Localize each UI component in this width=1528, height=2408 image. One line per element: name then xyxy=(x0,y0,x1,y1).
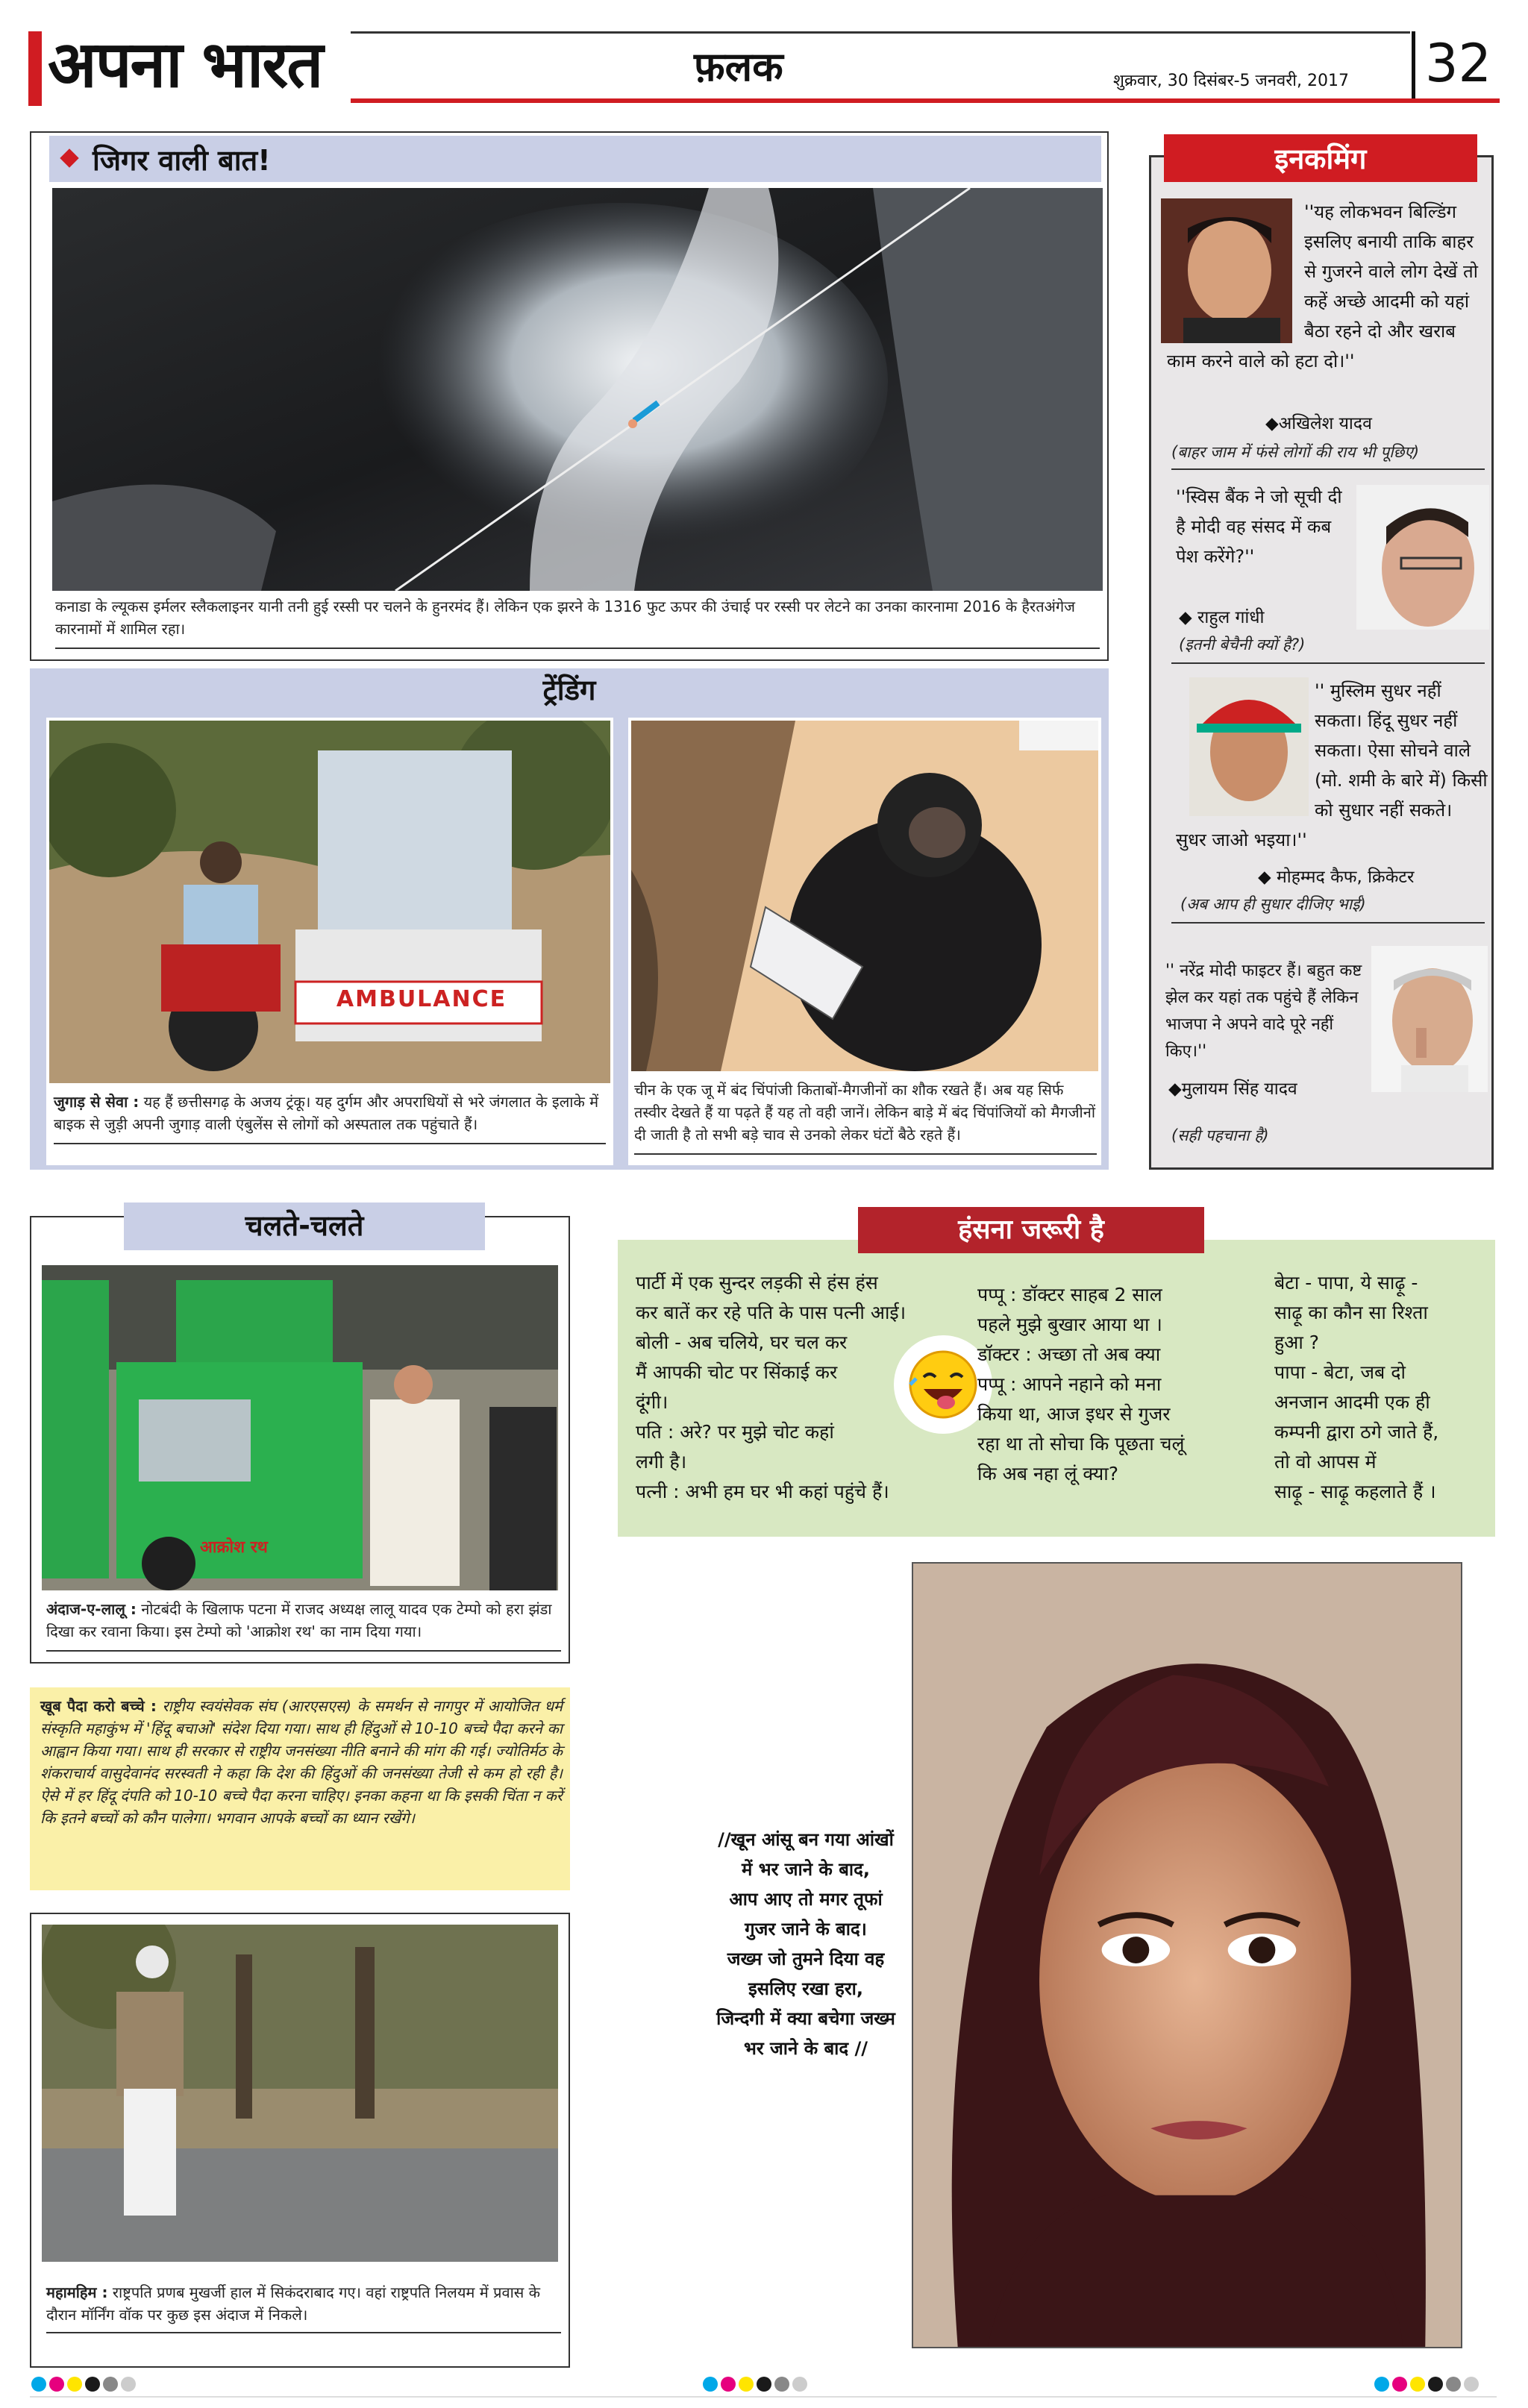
rahul-gandhi-photo xyxy=(1356,485,1489,630)
jigar-caption-rule xyxy=(55,648,1100,649)
registration-dot xyxy=(739,2377,754,2392)
chalte-caption-label: अंदाज-ए-लालू : xyxy=(46,1600,137,1618)
registration-dot xyxy=(1410,2377,1425,2392)
joke-2-line: डॉक्टर : अच्छा तो अब क्या xyxy=(977,1343,1161,1365)
chalte-caption-text: नोटबंदी के खिलाफ पटना में राजद अध्यक्ष लालू यादव एक टेम्पो को हरा झंडा दिखा कर रवाना किया। इस टेम्पो को 'आक्रोश रथ' का नाम दिया गया। xyxy=(46,1600,552,1640)
trending-left-caption xyxy=(54,1091,606,1135)
joke-1-line: पत्नी : अभी हम घर भी कहां पहुंचे हैं। xyxy=(636,1481,889,1502)
hansna-heading: हंसना जरूरी है xyxy=(958,1214,1104,1245)
poem-line: में भर जाने के बाद, xyxy=(741,1859,871,1880)
registration-dot xyxy=(1464,2377,1479,2392)
quote-3-author: ◆ मोहम्मद कैफ, क्रिकेटर xyxy=(1258,868,1415,887)
registration-dot xyxy=(1392,2377,1407,2392)
registration-dot xyxy=(31,2377,46,2392)
incoming-quote-1 xyxy=(1167,197,1480,376)
logo-text: अपना भारत xyxy=(48,28,322,102)
khoob-label: खूब पैदा करो बच्चे : xyxy=(40,1697,157,1715)
joke-1-line: कर बातें कर रहे पति के पास पत्नी आई। xyxy=(636,1302,907,1323)
registration-marks-left xyxy=(31,2377,139,2395)
quote-3-note: (अब आप ही सुधार दीजिए भाई) xyxy=(1180,895,1366,913)
poem-line: जख्म जो तुमने दिया वह xyxy=(727,1948,885,1969)
khoob-body: राष्ट्रीय स्वयंसेवक संघ (आरएसएस) के समर्थन से नागपुर में आयोजित धर्म संस्कृति महाकुंभ में 'हिंदू बचाओ' संदेश दिया गया। साथ ही हिंदुओं से 10-10 बच्चे पैदा करने का आह्वान किया गया। साथ ही सरकार से राष्ट्रीय जनसंख्या नीति बनाने की मांग की गई। ज्योतिर्मठ के शंकराचार्य वासुदेवानंद सरस्वती ने कहा कि देश की हिंदुओं की जनसंख्या तेजी से कम हो रही है। ऐसे में हर हिंदू दंपति को 10-10 बच्चे पैदा करना चाहिए। इनका कहना था कि इसकी चिंता न करें कि इतने बच्चों को कौन पालेगा। भगवान आपके बच्चों का ध्यान रखेंगे। xyxy=(40,1697,563,1827)
mahamahim-caption-label: महामहिम : xyxy=(46,2283,108,2301)
registration-dot xyxy=(757,2377,771,2392)
logo-red-block xyxy=(28,31,42,106)
registration-dot xyxy=(85,2377,100,2392)
section-title: फ़लक xyxy=(694,43,783,90)
masthead-rule-top xyxy=(351,31,1410,34)
joke-3-line: बेटा - पापा, ये साढ़ू - xyxy=(1274,1272,1418,1294)
registration-dot xyxy=(721,2377,736,2392)
mahamahim-caption-text: राष्ट्रपति प्रणब मुखर्जी हाल में सिकंदराबाद गए। वहां राष्ट्रपति निलयम में प्रवास के दौरान मॉर्निंग वॉक पर कुछ इस अंदाज में निकले। xyxy=(46,2283,540,2324)
quote-3-float xyxy=(1176,676,1315,821)
joke-1-line: पार्टी में एक सुन्दर लड़की से हंस हंस xyxy=(636,1272,878,1294)
joke-1-line: मैं आपकी चोट पर सिंकाई कर xyxy=(636,1361,838,1383)
chimpanzee-reading-photo xyxy=(631,721,1098,1071)
khoob-text xyxy=(40,1695,563,1829)
registration-marks-center xyxy=(703,2377,810,2395)
trending-right-caption: चीन के एक जू में बंद चिंपांजी किताबों-मैगजीनों का शौक रखते हैं। अब यह सिर्फ तस्वीर देखते हैं या पढ़ते हैं यह तो वही जानें। लेकिन बाड़े में बंद चिंपांजियों को मैगजीनों दी जाती है तो सभी बड़े चाव से उनको लेकर घंटों बैठे रहते हैं। xyxy=(634,1081,1095,1144)
joke-2-line: किया था, आज इधर से गुजर xyxy=(977,1403,1171,1425)
chalte-caption-rule xyxy=(46,1650,561,1652)
joke-3-line: साढ़ू - साढ़ू कहलाते हैं । xyxy=(1274,1481,1436,1502)
registration-dot xyxy=(103,2377,118,2392)
trending-left-caption-label: जुगाड़ से सेवा : xyxy=(54,1093,140,1111)
quote-2-note: (इतनी बेचैनी क्यों है?) xyxy=(1179,636,1306,653)
registration-dot xyxy=(1374,2377,1389,2392)
joke-3-line: कम्पनी द्वारा ठगे जाते हैं, xyxy=(1274,1421,1439,1443)
quote-1-author: ◆अखिलेश यादव xyxy=(1265,414,1372,433)
tempo-sign-text: आक्रोश रथ xyxy=(200,1538,268,1557)
incoming-heading: इनकमिंग xyxy=(1274,142,1367,175)
joke-3-line: अनजान आदमी एक ही xyxy=(1274,1391,1430,1413)
joke-2-line: पप्पू : आपने नहाने को मना xyxy=(977,1373,1162,1395)
joke-1-line: लगी है। xyxy=(636,1451,687,1473)
pranab-mukherjee-walk-photo xyxy=(42,1925,558,2262)
joke-3-line: साढ़ू का कौन सा रिश्ता xyxy=(1274,1302,1428,1323)
joke-1-line: पति : अरे? पर मुझे चोट कहां xyxy=(636,1421,834,1443)
trending-left-caption-text: यह हैं छत्तीसगढ़ के अजय ट्रंकू। यह दुर्गम और अपराधियों से भरे जंगलात के इलाके में बाइक से जुड़ी अपनी जुगाड़ वाली एंबुलेंस से लोगों को अस्पताल तक पहुंचाते हैं। xyxy=(54,1093,599,1133)
page-divider xyxy=(1412,31,1415,100)
mahamahim-caption xyxy=(46,2281,561,2326)
shayari-poem xyxy=(657,1825,955,2063)
joke-2-line: रहा था तो सोचा कि पूछता चलूं xyxy=(977,1433,1185,1455)
trending-left-rule xyxy=(54,1143,606,1144)
joke-1-line: बोली - अब चलिये, घर चल कर xyxy=(636,1332,848,1353)
joke-3 xyxy=(1274,1268,1491,1507)
quote-4-author: ◆मुलायम सिंह यादव xyxy=(1168,1079,1297,1099)
joke-3-line: तो वो आपस में xyxy=(1274,1451,1377,1473)
joke-2-line: पहले मुझे बुखार आया था । xyxy=(977,1314,1162,1335)
joke-3-line: पापा - बेटा, जब दो xyxy=(1274,1361,1406,1383)
registration-dot xyxy=(1446,2377,1461,2392)
quote-2-author: ◆ राहुल गांधी xyxy=(1179,608,1265,627)
quote-2-rule xyxy=(1171,662,1485,664)
quote-1-note: (बाहर जाम में फंसे लोगों की राय भी पूछिए) xyxy=(1171,443,1420,461)
registration-marks-right xyxy=(1374,2377,1482,2395)
quote-3-text: '' मुस्लिम सुधर नहीं सकता। हिंदू सुधर नहीं सकता। ऐसा सोचने वाले (मो. शमी के बारे में) किसी को सुधार नहीं सकते। सुधर जाओ भइया।'' xyxy=(1176,680,1488,850)
mulayam-singh-yadav-photo xyxy=(1371,946,1488,1092)
masthead xyxy=(0,0,1528,112)
registration-dot xyxy=(1428,2377,1443,2392)
trending-right-rule xyxy=(634,1153,1097,1155)
poem-line: जिन्दगी में क्या बचेगा जख्म xyxy=(716,2008,895,2029)
quote-3-rule xyxy=(1171,922,1485,924)
actress-portrait-photo xyxy=(912,1562,1462,2348)
poem-line: इसलिए रखा हरा, xyxy=(748,1978,864,1999)
joke-2-line: पप्पू : डॉक्टर साहब 2 साल xyxy=(977,1284,1162,1305)
joke-1-line: दूंगी। xyxy=(636,1391,668,1413)
registration-dot xyxy=(703,2377,718,2392)
trending-heading: ट्रेंडिंग xyxy=(542,674,596,706)
footer-rule xyxy=(30,2396,1497,2398)
masthead-red-rule xyxy=(351,98,1500,103)
jigar-caption: कनाडा के ल्यूकस इर्मलर स्लैकलाइनर यानी तनी हुई रस्सी पर चलने के हुनरमंद हैं। लेकिन एक झरने के 1316 फुट ऊपर की उंचाई पर रस्सी पर लेटने का उनका कारनामा 2016 के हैरतअंगेज कारनामों में शामिल रहा। xyxy=(55,598,1075,638)
chalte-heading: चलते-चलते xyxy=(245,1209,364,1242)
quote-4-note: (सही पहचाना है) xyxy=(1171,1126,1269,1144)
joke-2-line: कि अब नहा लूं क्या? xyxy=(977,1463,1119,1484)
quote-2-text: ''स्विस बैंक ने जो सूची दी है मोदी वह संसद में कब पेश करेंगे?'' xyxy=(1176,486,1342,567)
slackliner-waterfall-photo xyxy=(52,188,1103,591)
poem-line: //खून आंसू बन गया आंखों xyxy=(718,1829,894,1850)
quote-1-rule xyxy=(1171,468,1485,470)
quote-4-text: '' नरेंद्र मोदी फाइटर हैं। बहुत कष्ट झेल कर यहां तक पहुंचे हैं लेकिन भाजपा ने अपने वादे पूरे नहीं किए।'' xyxy=(1165,962,1362,1061)
lalu-tempo-photo xyxy=(42,1265,558,1590)
mahamahim-caption-rule xyxy=(46,2332,561,2333)
registration-dot xyxy=(49,2377,64,2392)
registration-dot xyxy=(121,2377,136,2392)
bike-ambulance-photo xyxy=(49,721,610,1083)
quote-1-text: ''यह लोकभवन बिल्डिंग इसलिए बनायी ताकि बाहर से गुजरने वाले लोग देखें तो कहें अच्छे आदमी को यहां बैठा रहने दो और खराब काम करने वाले को हटा दो।'' xyxy=(1167,201,1478,371)
poem-line: भर जाने के बाद // xyxy=(743,2038,868,2059)
jigar-heading: जिगर वाली बात! xyxy=(93,144,271,177)
joke-2 xyxy=(977,1280,1231,1489)
registration-dot xyxy=(67,2377,82,2392)
issue-date: शुक्रवार, 30 दिसंबर-5 जनवरी, 2017 xyxy=(1113,72,1349,90)
chalte-caption xyxy=(46,1598,561,1643)
registration-dot xyxy=(792,2377,807,2392)
joke-3-line: हुआ ? xyxy=(1274,1332,1320,1353)
poem-line: आप आए तो मगर तूफां xyxy=(729,1889,883,1910)
registration-dot xyxy=(774,2377,789,2392)
ambulance-sign-text: AMBULANCE xyxy=(336,986,507,1012)
incoming-quote-3 xyxy=(1176,676,1488,855)
page-number: 32 xyxy=(1425,33,1492,94)
quote-1-float xyxy=(1167,197,1304,342)
poem-line: गुजर जाने के बाद। xyxy=(745,1919,867,1940)
